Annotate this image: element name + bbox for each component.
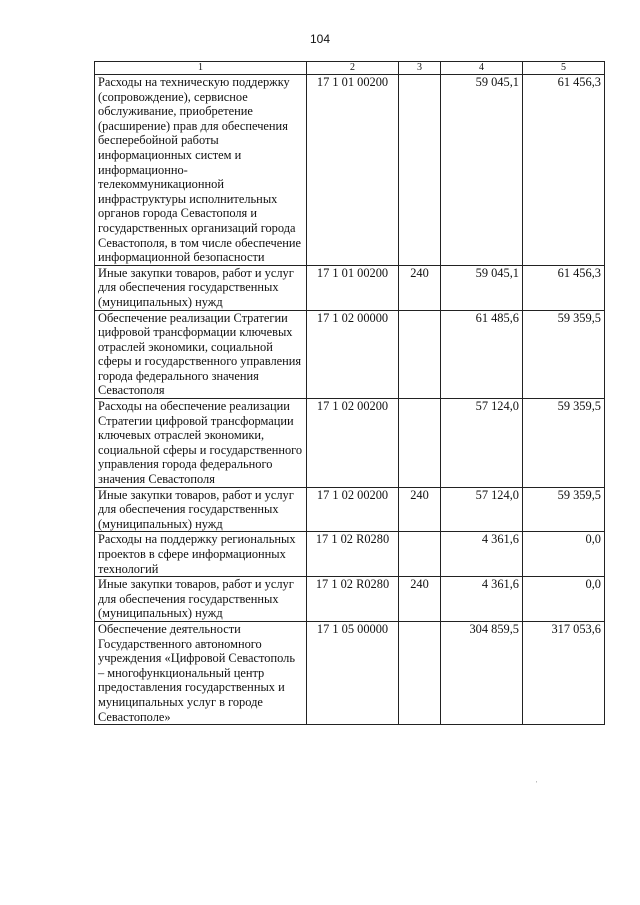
row-code: 17 1 01 00200 [307, 265, 399, 310]
page-number: 104 [309, 32, 331, 46]
column-header-5: 5 [523, 62, 605, 75]
row-sum-year2: 0,0 [523, 532, 605, 577]
row-sum-year1: 57 124,0 [441, 399, 523, 488]
row-sum-year1: 59 045,1 [441, 75, 523, 266]
row-sum-year1: 4 361,6 [441, 532, 523, 577]
table-body [95, 75, 605, 725]
table-row [95, 399, 605, 488]
row-sum-year2: 317 053,6 [523, 621, 605, 724]
table-header [95, 62, 605, 75]
row-name: Иные закупки товаров, работ и услуг для обеспечения государственных (муниципальных) нужд [95, 577, 307, 622]
row-name: Обеспечение реализации Стратегии цифровой трансформации ключевых отраслей экономики, социальной сферы и государственного управления города федерального значения Севастополя [95, 310, 307, 399]
row-sum-year1: 61 485,6 [441, 310, 523, 399]
row-expense-type [399, 75, 441, 266]
row-expense-type [399, 621, 441, 724]
row-expense-type [399, 399, 441, 488]
row-code: 17 1 02 00000 [307, 310, 399, 399]
row-name: Расходы на поддержку региональных проектов в сфере информационных технологий [95, 532, 307, 577]
column-header-4: 4 [441, 62, 523, 75]
row-expense-type [399, 310, 441, 399]
row-code: 17 1 02 00200 [307, 399, 399, 488]
row-sum-year1: 59 045,1 [441, 265, 523, 310]
row-code: 17 1 01 00200 [307, 75, 399, 266]
table-row [95, 621, 605, 724]
row-sum-year2: 0,0 [523, 577, 605, 622]
row-name: Иные закупки товаров, работ и услуг для обеспечения государственных (муниципальных) нужд [95, 487, 307, 532]
row-sum-year2: 61 456,3 [523, 75, 605, 266]
row-sum-year2: 59 359,5 [523, 487, 605, 532]
row-expense-type: 240 [399, 487, 441, 532]
header-row [95, 62, 605, 75]
row-sum-year2: 59 359,5 [523, 399, 605, 488]
table-row [95, 577, 605, 622]
row-name: Расходы на техническую поддержку (сопровождение), сервисное обслуживание, приобретение (расширение) прав для обеспечения бесперебойной работы информационных систем и информационно-телекоммуникационной инфраструктуры исполнительных органов города Севастополя и государственных организаций города Севастополя, в том числе обеспечение информационной безопасности [95, 75, 307, 266]
row-expense-type: 240 [399, 577, 441, 622]
column-header-3: 3 [399, 62, 441, 75]
row-sum-year2: 59 359,5 [523, 310, 605, 399]
row-name: Обеспечение деятельности Государственного автономного учреждения «Цифровой Севастополь – многофункциональный центр предоставления государственных и муниципальных услуг в городе Севастополе» [95, 621, 307, 724]
row-name: Расходы на обеспечение реализации Стратегии цифровой трансформации ключевых отраслей экономики, социальной сферы и государственного управления города федерального значения Севастополя [95, 399, 307, 488]
budget-table [94, 61, 605, 725]
table-row [95, 310, 605, 399]
table-row [95, 532, 605, 577]
row-sum-year1: 304 859,5 [441, 621, 523, 724]
row-expense-type [399, 532, 441, 577]
row-expense-type: 240 [399, 265, 441, 310]
row-name: Иные закупки товаров, работ и услуг для обеспечения государственных (муниципальных) нужд [95, 265, 307, 310]
table-row [95, 487, 605, 532]
row-sum-year1: 4 361,6 [441, 577, 523, 622]
row-code: 17 1 02 00200 [307, 487, 399, 532]
table-row [95, 75, 605, 266]
row-code: 17 1 05 00000 [307, 621, 399, 724]
row-sum-year2: 61 456,3 [523, 265, 605, 310]
row-code: 17 1 02 R0280 [307, 577, 399, 622]
column-header-1: 1 [95, 62, 307, 75]
column-header-2: 2 [307, 62, 399, 75]
table-row [95, 265, 605, 310]
row-code: 17 1 02 R0280 [307, 532, 399, 577]
row-sum-year1: 57 124,0 [441, 487, 523, 532]
scan-artifact: ˈ [535, 780, 538, 789]
